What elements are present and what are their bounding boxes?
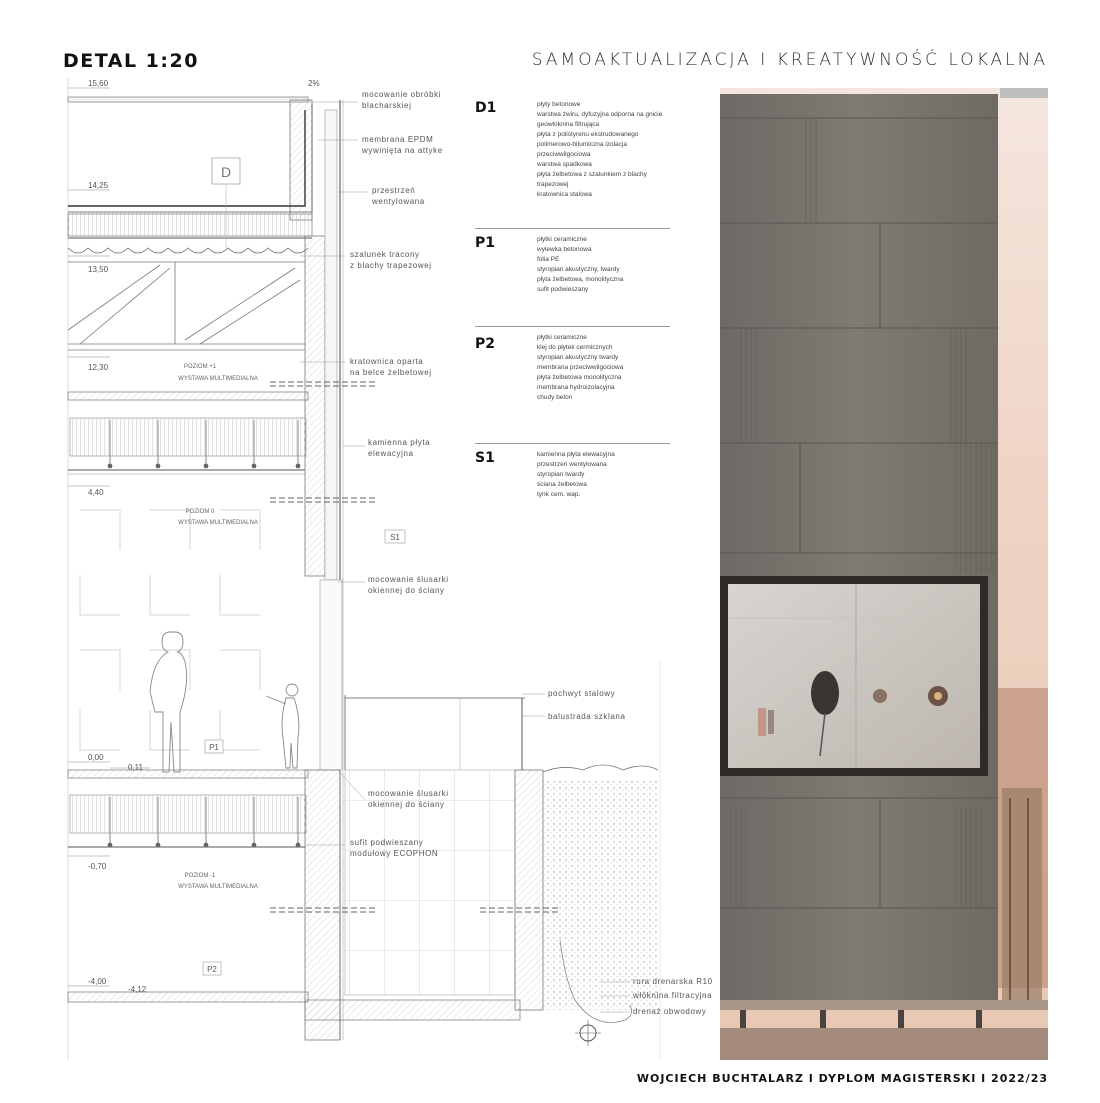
- author-footer: WOJCIECH BUCHTALARZ I DYPLOM MAGISTERSKI I 2022/23: [636, 1072, 1048, 1085]
- layer-item: styropian akustyczny twardy: [537, 354, 619, 361]
- layer-item: płyty betonowe: [537, 101, 581, 108]
- callout-text: szalunek tracony: [350, 250, 420, 259]
- layer-item: geowłóknina filtrująca: [537, 121, 600, 128]
- floor-slab-basement: [68, 992, 520, 1020]
- callout-text: pochwyt stalowy: [548, 689, 616, 698]
- callout-text: blacharskiej: [362, 101, 412, 110]
- room-name: WYSTAWA MULTIMEDIALNA: [178, 884, 258, 890]
- layer-list: [537, 100, 677, 200]
- layer-list: [537, 235, 677, 295]
- level-label: 14,25: [88, 181, 109, 190]
- layer-item: wylewka betonowa: [537, 246, 592, 253]
- tag-p1: P1: [209, 743, 219, 752]
- layer-item: płyta żelbetowa z szalunkiem z blachy trapezowej: [537, 171, 647, 188]
- layer-list: [537, 450, 677, 500]
- callout-text: wywinięta na attyke: [362, 146, 443, 155]
- tag-p2: P2: [207, 965, 217, 974]
- callout-text: okiennej do ściany: [368, 586, 445, 595]
- callout-text: balustrada szklana: [548, 712, 626, 721]
- divider: [475, 326, 670, 327]
- layer-item: warstwa spadkowa: [537, 161, 592, 168]
- steel-truss: [68, 262, 305, 350]
- layer-item: płytki ceramiczne: [537, 236, 587, 243]
- callout-text: okiennej do ściany: [368, 800, 445, 809]
- layer-item: styropian akustyczny, twardy: [537, 266, 620, 273]
- level-label: 12,30: [88, 363, 109, 372]
- layer-item: polimerowo-bitumiczna izolacja przeciwwilgociowa: [537, 141, 627, 158]
- layer-item: chudy beton: [537, 394, 573, 401]
- layer-code: P1: [475, 235, 496, 251]
- divider: [475, 443, 670, 444]
- roof-slab: [68, 97, 312, 253]
- room-name: WYSTAWA MULTIMEDIALNA: [178, 376, 258, 382]
- layer-item: przestrzeń wentylowana: [537, 461, 607, 468]
- layer-item: płyta z polistyrenu ekstrudowanego: [537, 131, 639, 138]
- layer-code: S1: [475, 450, 495, 466]
- level-label: 13,50: [88, 265, 109, 274]
- page-title: DETAL 1:20: [63, 50, 199, 72]
- layer-code: D1: [475, 100, 497, 116]
- facade-wall: [305, 100, 343, 1040]
- level-label: -4,00: [88, 977, 107, 986]
- layer-item: membrana przeciwwilgociowa: [537, 364, 624, 371]
- floor-slab-ground: [68, 770, 308, 847]
- page-subtitle: SAMOAKTUALIZACJA I KREATYWNOŚĆ LOKALNA: [531, 50, 1048, 70]
- room-level: POZIOM 0: [185, 509, 215, 515]
- level-label: 0,00: [88, 753, 104, 762]
- layer-item: membrana hydroizolacyjna: [537, 384, 615, 391]
- callout-text: kratownica oparta: [350, 357, 424, 366]
- callout-text: drenaż obwodowy: [633, 1007, 707, 1016]
- layer-item: klej do płytek cermicznych: [537, 344, 613, 351]
- facade-render: [720, 88, 1048, 1060]
- level-label: 0,11: [128, 763, 143, 772]
- callout-text: modułowy ECOPHON: [350, 849, 439, 858]
- room-level: POZIOM -1: [184, 873, 216, 879]
- layer-item: folia PE: [537, 256, 560, 263]
- level-label: -0,70: [88, 862, 107, 871]
- room-name: WYSTAWA MULTIMEDIALNA: [178, 520, 258, 526]
- level-label: -4,12: [128, 985, 147, 994]
- callout-text: elewacyjna: [368, 449, 414, 458]
- callout-text: wentylowana: [372, 197, 425, 206]
- tag-d: D: [220, 164, 232, 180]
- callout-text: sufit podwieszany: [350, 838, 424, 847]
- human-figures: [150, 632, 299, 772]
- callout-text: mocowanie obróbki: [362, 90, 442, 99]
- layer-item: tynk cem. wap.: [537, 491, 581, 498]
- callout-text: z blachy trapezowej: [350, 261, 432, 270]
- callout-text: na belce żelbetowej: [350, 368, 432, 377]
- layer-code: P2: [475, 336, 496, 352]
- layer-item: sufit podwieszany: [537, 286, 589, 293]
- slope-label: 2%: [308, 79, 320, 88]
- layer-item: ściana żelbetowa: [537, 481, 587, 488]
- layer-item: płyta żelbetowa, monolityczna: [537, 276, 624, 283]
- layer-item: styropian twardy: [537, 471, 585, 478]
- room-level: POZIOM +1: [183, 364, 217, 370]
- callout-text: mocowanie ślusarki: [368, 575, 449, 584]
- layer-item: kamienna płyta elewacyjna: [537, 451, 615, 458]
- callout-text: kamienna płyta: [368, 438, 431, 447]
- layer-item: płyta żelbetowa monolityczna: [537, 374, 622, 381]
- layer-item: kratownica stalowa: [537, 191, 592, 198]
- layer-item: warstwa żwiru, dyfuzyjna odporna na gnicie: [537, 111, 663, 118]
- level-label: 4,40: [88, 488, 104, 497]
- callout-text: mocowanie ślusarki: [368, 789, 449, 798]
- callout-text: membrana EPDM: [362, 135, 434, 144]
- level-label: 15,60: [88, 79, 109, 88]
- tag-s1: S1: [390, 533, 400, 542]
- divider: [475, 228, 670, 229]
- floor-slab-upper: [68, 392, 308, 474]
- callout-text: rura drenarska R10: [633, 977, 713, 986]
- layer-item: płytki ceramiczne: [537, 334, 587, 341]
- callout-text: włóknina filtracyjna: [633, 991, 713, 1000]
- decorative-wall-pattern: [80, 510, 260, 750]
- callout-text: przestrzeń: [372, 186, 416, 195]
- layer-list: [537, 333, 677, 403]
